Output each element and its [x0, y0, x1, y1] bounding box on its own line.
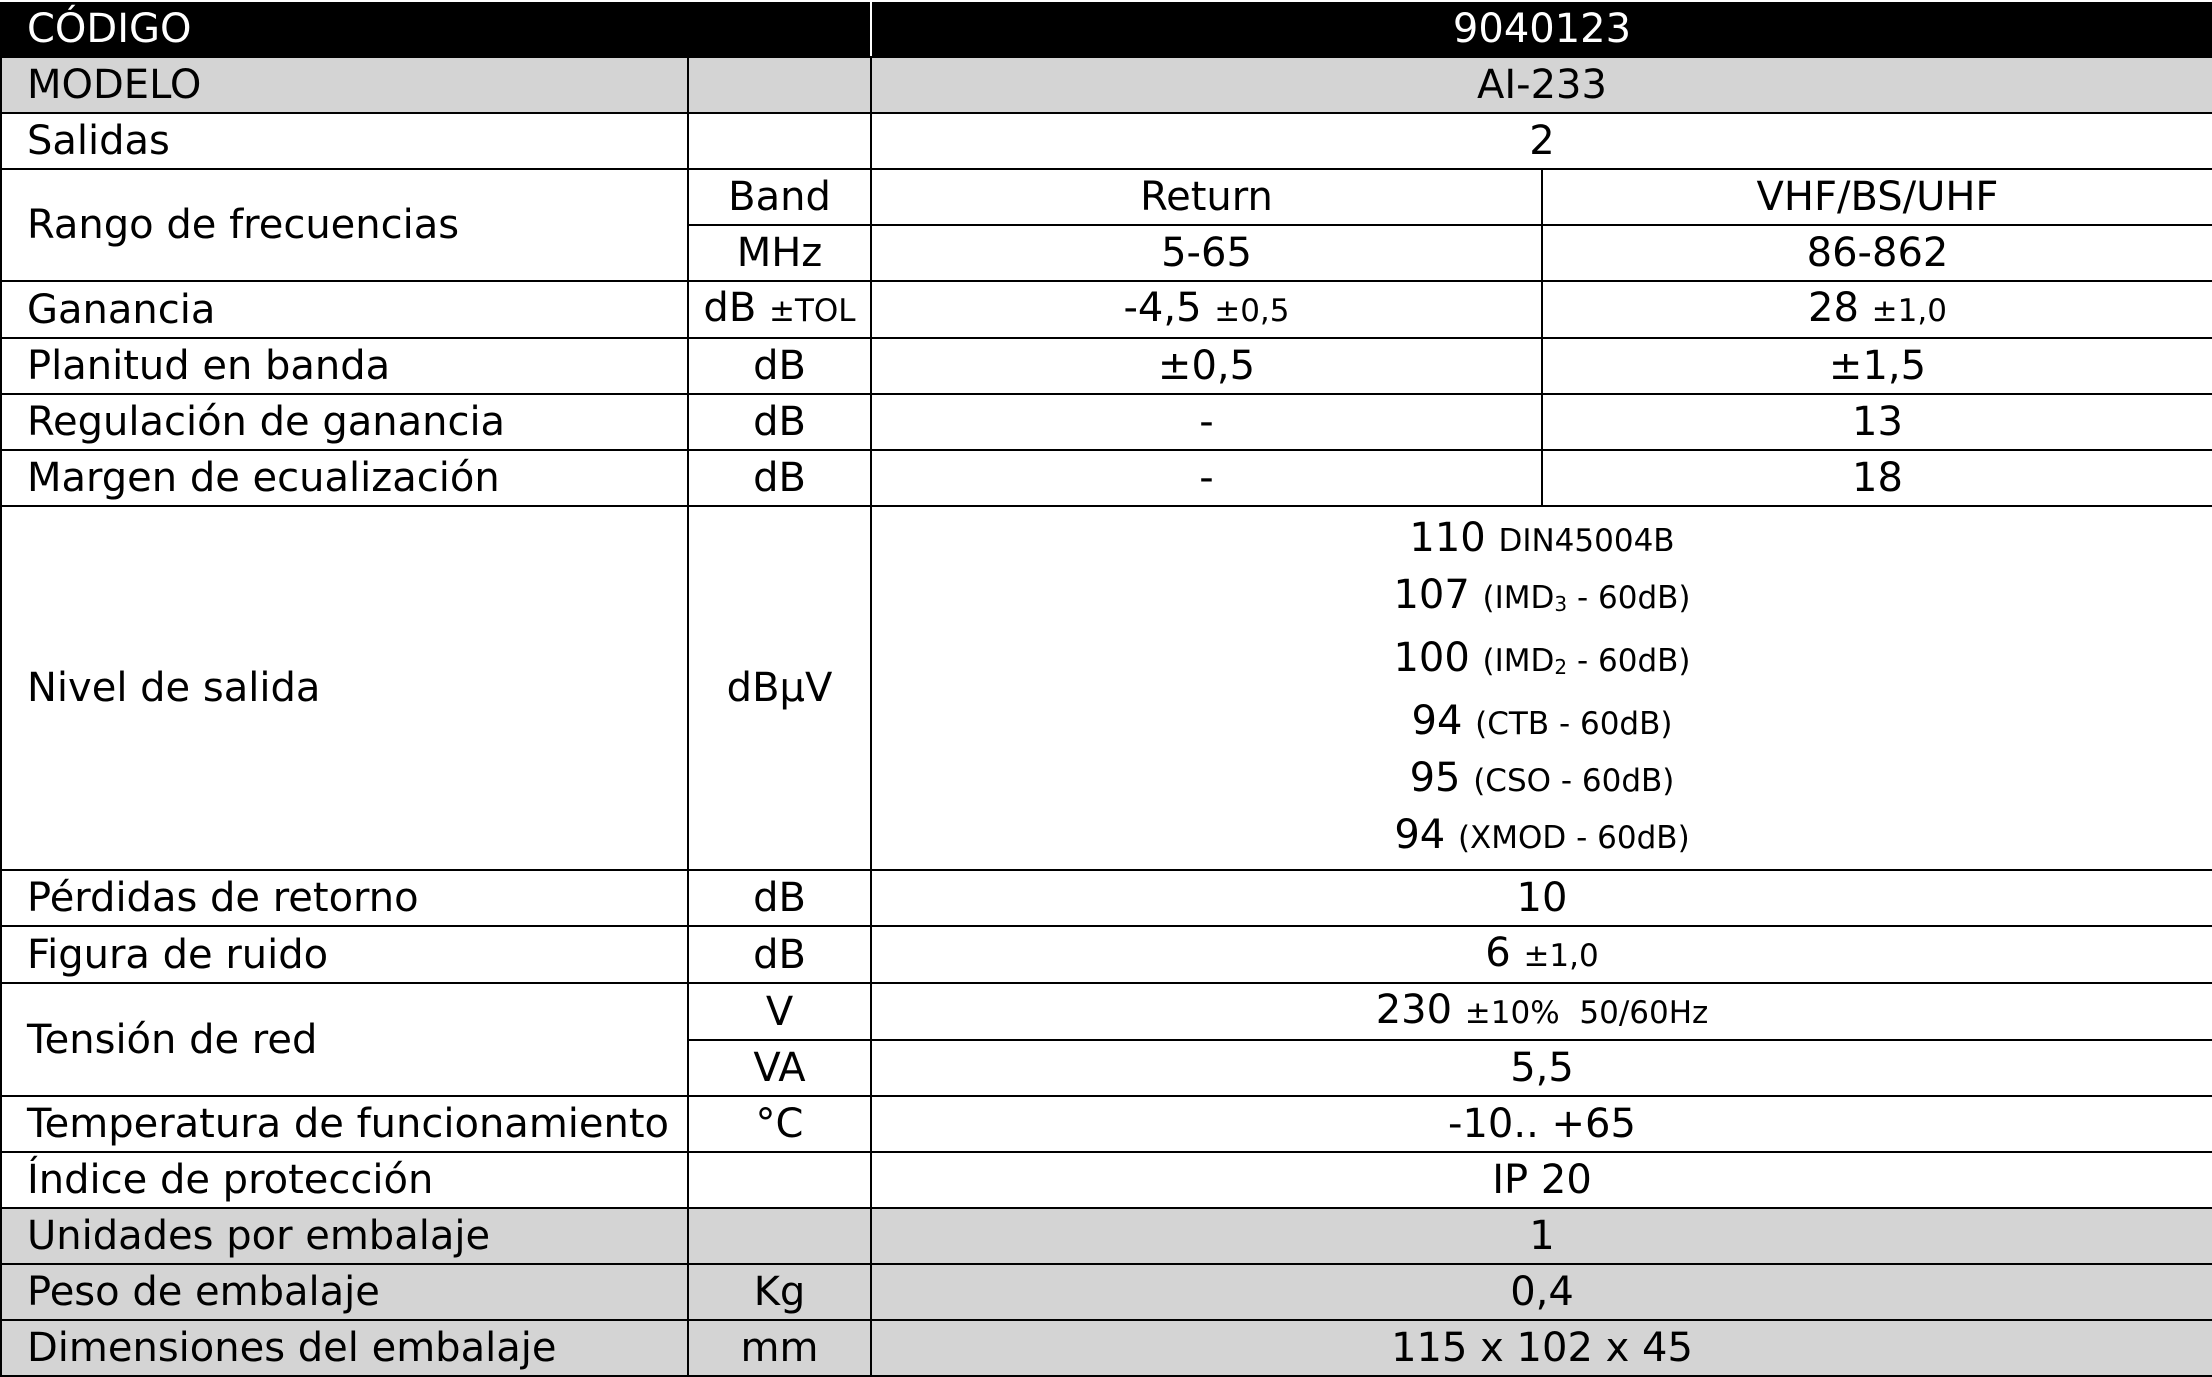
tension-v-unit: V — [688, 983, 871, 1040]
ganancia-unit — [688, 281, 871, 338]
figura-label: Figura de ruido — [1, 926, 688, 983]
peso-unit: Kg — [688, 1264, 871, 1320]
salidas-value: 2 — [871, 113, 2212, 169]
nivel-line-2 — [872, 568, 2212, 631]
planitud-main: ±1,5 — [1542, 338, 2212, 394]
nivel-l3-note — [1483, 643, 1691, 679]
nivel-unit: dBµV — [688, 506, 871, 870]
row-rango-band — [1, 169, 2212, 225]
margen-unit: dB — [688, 450, 871, 506]
modelo-label: MODELO — [1, 57, 688, 113]
nivel-l6-value: 94 — [1394, 812, 1446, 858]
dimensiones-value: 115 x 102 x 45 — [871, 1320, 2212, 1376]
modelo-unit — [688, 57, 871, 113]
ganancia-main-tol: ±1,0 — [1871, 293, 1947, 329]
band-return: Return — [871, 169, 1542, 225]
row-peso — [1, 1264, 2212, 1320]
planitud-label: Planitud en banda — [1, 338, 688, 394]
regulacion-main: 13 — [1542, 394, 2212, 450]
tension-label: Tensión de red — [1, 983, 688, 1096]
tension-va-value: 5,5 — [871, 1040, 2212, 1096]
nivel-line-3 — [872, 631, 2212, 694]
figura-value-main: 6 — [1485, 930, 1511, 976]
indice-label: Índice de protección — [1, 1152, 688, 1208]
unidades-unit — [688, 1208, 871, 1264]
nivel-l2-sub: 3 — [1554, 592, 1568, 616]
nivel-line-5 — [872, 751, 2212, 808]
regulacion-return: - — [871, 394, 1542, 450]
row-temperatura — [1, 1096, 2212, 1152]
regulacion-unit: dB — [688, 394, 871, 450]
ganancia-return — [871, 281, 1542, 338]
row-salidas — [1, 113, 2212, 169]
mhz-return: 5-65 — [871, 225, 1542, 281]
planitud-return: ±0,5 — [871, 338, 1542, 394]
nivel-l5-note: (CSO - 60dB) — [1473, 763, 1675, 799]
unidades-label: Unidades por embalaje — [1, 1208, 688, 1264]
salidas-label: Salidas — [1, 113, 688, 169]
row-nivel — [1, 506, 2212, 870]
margen-main: 18 — [1542, 450, 2212, 506]
ganancia-return-tol: ±0,5 — [1214, 293, 1290, 329]
row-perdidas — [1, 870, 2212, 926]
unidades-value: 1 — [871, 1208, 2212, 1264]
nivel-l6-note: (XMOD - 60dB) — [1457, 820, 1690, 856]
row-regulacion — [1, 394, 2212, 450]
planitud-unit: dB — [688, 338, 871, 394]
nivel-l2-pre: (IMD — [1482, 580, 1555, 616]
ganancia-label: Ganancia — [1, 281, 688, 338]
row-indice — [1, 1152, 2212, 1208]
nivel-l1-value: 110 — [1409, 515, 1486, 561]
tension-v-value — [871, 983, 2212, 1040]
perdidas-unit: dB — [688, 870, 871, 926]
nivel-l4-value: 94 — [1411, 698, 1463, 744]
dimensiones-label: Dimensiones del embalaje — [1, 1320, 688, 1376]
band-main: VHF/BS/UHF — [1542, 169, 2212, 225]
indice-value: IP 20 — [871, 1152, 2212, 1208]
nivel-line-4 — [872, 694, 2212, 751]
modelo-value: AI-233 — [871, 57, 2212, 113]
nivel-l3-post: - 60dB) — [1567, 643, 1691, 679]
tension-va-unit: VA — [688, 1040, 871, 1096]
temperatura-unit: °C — [688, 1096, 871, 1152]
nivel-label: Nivel de salida — [1, 506, 688, 870]
nivel-values — [871, 506, 2212, 870]
figura-value-tol: ±1,0 — [1523, 938, 1599, 974]
row-modelo — [1, 57, 2212, 113]
nivel-line-6 — [872, 808, 2212, 865]
nivel-l4-note: (CTB - 60dB) — [1475, 706, 1673, 742]
peso-label: Peso de embalaje — [1, 1264, 688, 1320]
ganancia-main-value: 28 — [1808, 285, 1859, 331]
band-unit: Band — [688, 169, 871, 225]
nivel-l2-post: - 60dB) — [1567, 580, 1691, 616]
tension-v-note: ±10% 50/60Hz — [1464, 995, 1709, 1031]
margen-return: - — [871, 450, 1542, 506]
dimensiones-unit: mm — [688, 1320, 871, 1376]
mhz-unit: MHz — [688, 225, 871, 281]
figura-value — [871, 926, 2212, 983]
ganancia-return-value: -4,5 — [1123, 285, 1202, 331]
temperatura-value: -10.. +65 — [871, 1096, 2212, 1152]
nivel-l2-value: 107 — [1393, 572, 1470, 618]
nivel-l3-sub: 2 — [1554, 655, 1568, 679]
nivel-line-1 — [872, 511, 2212, 568]
peso-value: 0,4 — [871, 1264, 2212, 1320]
perdidas-label: Pérdidas de retorno — [1, 870, 688, 926]
nivel-l1-note: DIN45004B — [1498, 523, 1675, 559]
row-ganancia — [1, 281, 2212, 338]
row-planitud — [1, 338, 2212, 394]
codigo-value: 9040123 — [871, 1, 2212, 57]
mhz-main: 86-862 — [1542, 225, 2212, 281]
temperatura-label: Temperatura de funcionamiento — [1, 1096, 688, 1152]
tension-v-main: 230 — [1375, 987, 1453, 1033]
nivel-l3-value: 100 — [1393, 635, 1470, 681]
nivel-l5-value: 95 — [1409, 755, 1461, 801]
nivel-l3-pre: (IMD — [1482, 643, 1555, 679]
perdidas-value: 10 — [871, 870, 2212, 926]
rango-label: Rango de frecuencias — [1, 169, 688, 281]
row-codigo — [1, 1, 2212, 57]
indice-unit — [688, 1152, 871, 1208]
codigo-label: CÓDIGO — [1, 1, 871, 57]
row-figura — [1, 926, 2212, 983]
row-unidades — [1, 1208, 2212, 1264]
nivel-l2-note — [1483, 580, 1691, 616]
regulacion-label: Regulación de ganancia — [1, 394, 688, 450]
row-margen — [1, 450, 2212, 506]
ganancia-unit-tol: ±TOL — [768, 293, 856, 329]
salidas-unit — [688, 113, 871, 169]
ganancia-main — [1542, 281, 2212, 338]
row-dimensiones — [1, 1320, 2212, 1376]
row-tension-v — [1, 983, 2212, 1040]
figura-unit: dB — [688, 926, 871, 983]
ganancia-unit-db: dB — [703, 285, 757, 331]
margen-label: Margen de ecualización — [1, 450, 688, 506]
